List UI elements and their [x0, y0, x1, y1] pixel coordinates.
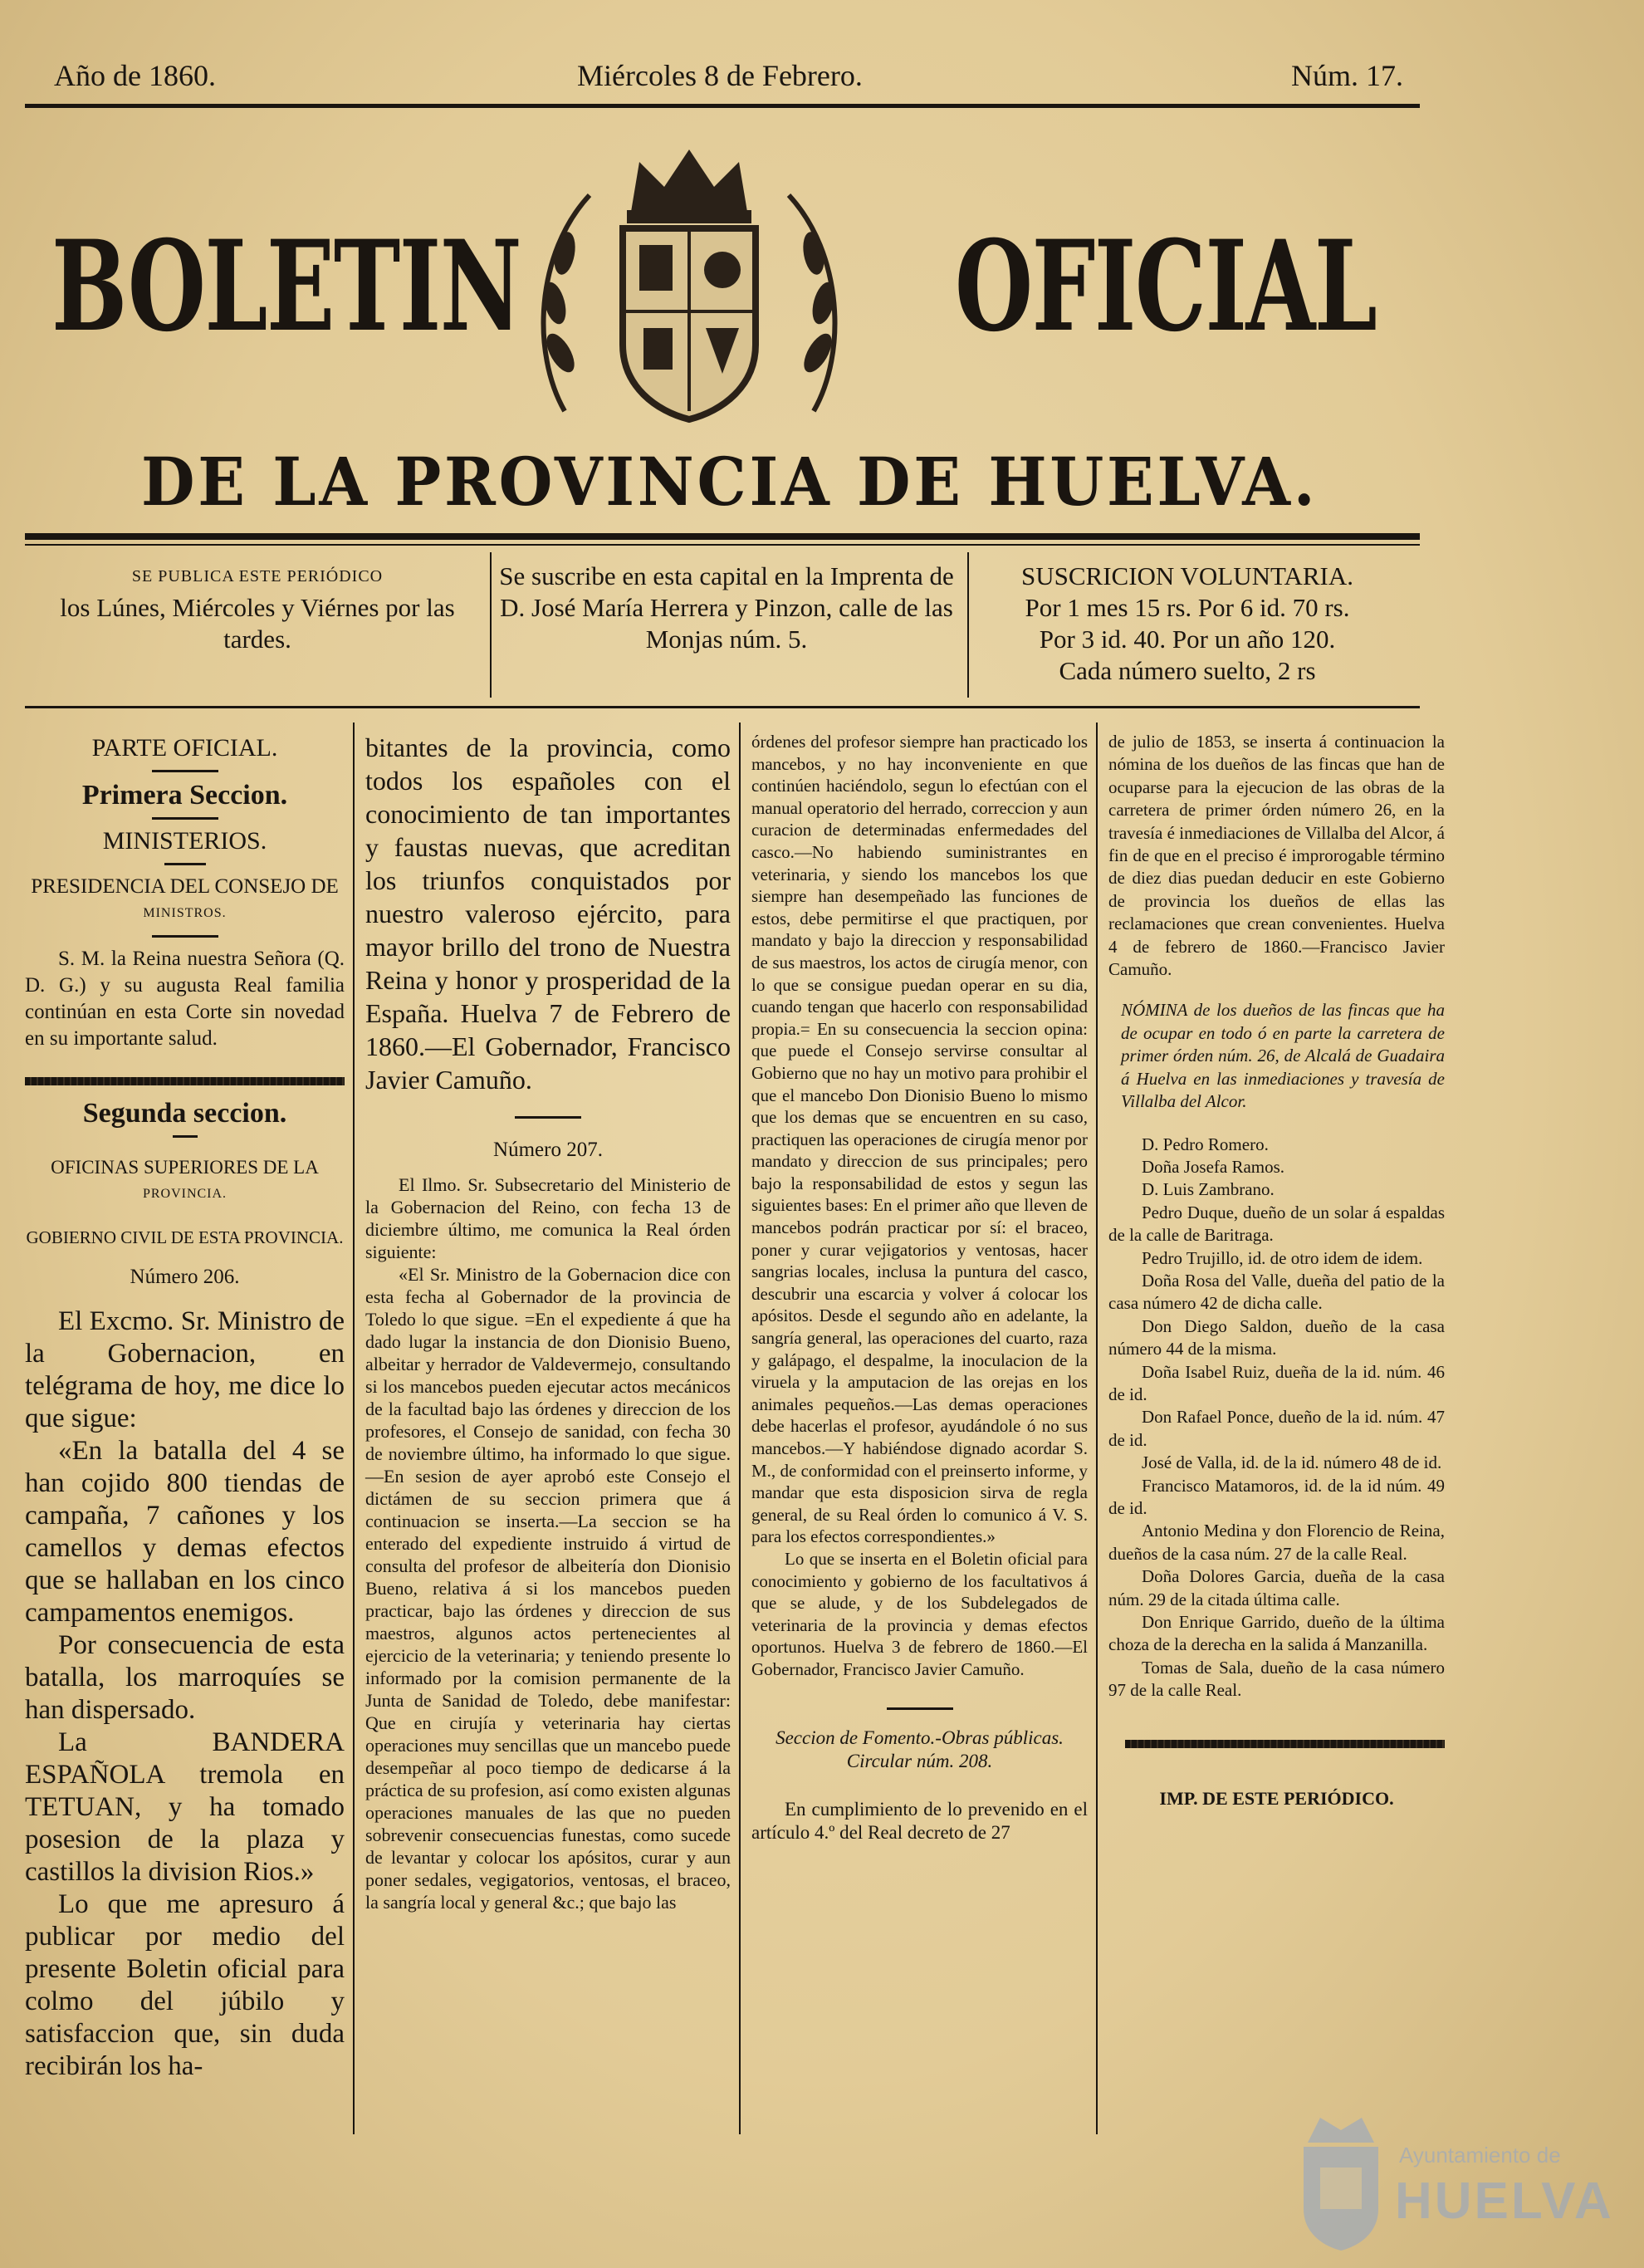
telegram-battle: «En la batalla del 4 se han cojido 800 tiendas de campaña, 7 cañones y los camellos y demas efectos que se hallaban en los cinco campamentos enemigos.	[25, 1436, 345, 1628]
city-shield-icon	[1295, 2109, 1387, 2251]
subscription-title: SUSCRICION VOLUNTARIA.	[1021, 561, 1353, 590]
publication-title: SE PUBLICA ESTE PERIÓDICO	[131, 567, 384, 585]
section-divider	[1125, 1740, 1445, 1748]
owner-entry: Pedro Duque, dueño de un solar á espaldas de la calle de Baritraga.	[1108, 1202, 1445, 1246]
ministerios-heading: MINISTERIOS.	[102, 827, 267, 855]
cumplimiento-paragraph: En cumplimiento de lo prevenido en el artículo 4.º del Real decreto de 27	[751, 1798, 1088, 1843]
owner-entry: Don Diego Saldon, dueño de la casa número 44 de la misma.	[1108, 1315, 1445, 1359]
presidencia-heading: PRESIDENCIA DEL CONSEJO DE	[31, 875, 339, 898]
title-oficial: OFICIAL	[955, 213, 1377, 360]
parte-oficial: PARTE OFICIAL.	[91, 734, 278, 762]
segunda-seccion: Segunda seccion.	[82, 1098, 287, 1129]
publication-days: los Lúnes, Miércoles y Viérnes por las tardes.	[60, 593, 455, 654]
header-thin-rule	[25, 544, 1420, 546]
title-boletin: BOLETIN	[51, 213, 521, 360]
numero-207: Número 207.	[493, 1139, 603, 1161]
owner-entry: Doña Josefa Ramos.	[1142, 1156, 1285, 1177]
ayuntamiento-watermark	[1295, 2109, 1614, 2259]
issue-number: Núm. 17.	[1291, 59, 1403, 92]
primera-seccion: Primera Seccion.	[81, 780, 288, 811]
issue-year: Año de 1860.	[54, 59, 216, 92]
ministros-heading: MINISTROS.	[143, 906, 227, 920]
owner-entry: Don Rafael Ponce, dueño de la id. núm. 47 de id.	[1108, 1407, 1445, 1450]
ornament-rule	[164, 863, 206, 865]
publication-info	[50, 561, 465, 702]
column-2	[365, 731, 731, 1913]
telegram-closing: Lo que me apresuro á publicar por medio del presente Boletin oficial para colmo del júbilo y satisfaccion que, sin duda recibirán los ha-	[25, 1889, 345, 2081]
ornament-rule	[515, 1116, 581, 1119]
info-separator-2	[967, 552, 969, 698]
ornament-rule	[152, 817, 218, 820]
owner-entry: D. Luis Zambrano.	[1142, 1179, 1275, 1200]
numero-206: Número 206.	[130, 1266, 240, 1288]
column-3	[751, 731, 1088, 1844]
continuation-paragraph: bitantes de la provincia, como todos los españoles con el conocimiento de tan importantes y faustas nuevas, que acreditan los triunfos conquistados por nuestro valeroso ejército, para mayor brillo del trono de Nuestra Reina y honor y prosperidad de la España. Huelva 7 de Febrero de 1860.—El Gobernador, Francisco Javier Camuño.	[365, 732, 731, 1095]
column-1	[25, 731, 345, 2083]
boletin-paragraph: Lo que se inserta en el Boletin oficial para conocimiento y gobierno de los facultativos á que se alude, y de los Subdelegados de veterinaria de la provincia y demas efectos oportunos. Huelva 3 de febrero de 1860.—El Gobernador, Francisco Javier Camuño.	[751, 1548, 1088, 1679]
price-line-2: Por 3 id. 40. Por un año 120.	[1039, 625, 1336, 654]
section-divider	[25, 1077, 345, 1085]
fomento-heading: Seccion de Fomento.-Obras públicas. Circular núm. 208.	[776, 1727, 1064, 1771]
owner-entry: Doña Isabel Ruiz, dueña de la id. núm. 46 de id.	[1108, 1361, 1445, 1404]
owners-list	[1108, 1134, 1445, 1702]
ornament-rule	[887, 1707, 953, 1710]
subscription-prices	[971, 561, 1403, 702]
imprenta-credit: IMP. DE ESTE PERIÓDICO.	[1159, 1787, 1394, 1809]
watermark-line1: Ayuntamiento de	[1399, 2143, 1561, 2168]
owner-entry: D. Pedro Romero.	[1142, 1134, 1269, 1154]
column-4	[1108, 731, 1445, 1812]
issue-date: Miércoles 8 de Febrero.	[577, 59, 863, 92]
info-separator-1	[490, 552, 492, 698]
top-rule	[25, 104, 1420, 108]
watermark-line2: HUELVA	[1395, 2172, 1614, 2230]
real-orden-paragraph: «El Sr. Ministro de la Gobernacion dice con esta fecha al Gobernador de la provincia de Toledo lo que sigue. =En el expediente á que ha dado lugar la instancia de don Dionisio Bueno, albeitar y herrador de Valdevermejo, consultando si los mancebos pueden ejecutar actos mecánicos de la facultad bajo las órdenes y direccion de los profesores, el Consejo de sanidad, con fecha 30 de noviembre último, ha informado lo que sigue.—En sesion de ayer aprobó este Consejo el dictámen de su seccion primera que á continuacion se inserta.—La seccion se ha enterado del expediente instruido á virtud de consulta del profesor de albeitería don Dionisio Bueno, relativa á si los mancebos pueden practicar, bajo las órdenes y direccion de sus maestros, algunos actos pertenecientes al ejercicio de la veterinaria; y teniendo presente lo informado por la comision permanente de la Junta de Sanidad de Toledo, debe manifestar: Que en cirujía y veterinaria hay ciertas operaciones muy sencillas que un mancebo puede desempeñar al poco tiempo de dedicarse á la práctica de su profesion, así como existen algunas operaciones manuales de las que no pueden sobrevenir consecuencias funestas, como sucede de levantar y colocar los apósitos, curar y aun poner sedales, vegigatorios, ventosas, el braceo, la sangría local y general &c.; que bajo las	[365, 1264, 731, 1913]
owner-entry: Don Enrique Garrido, dueño de la última choza de la derecha en la salida á Manzanilla.	[1108, 1612, 1445, 1655]
column-rule-2	[739, 723, 741, 2134]
subsecretario-paragraph: El Ilmo. Sr. Subsecretario del Ministerio de la Gobernacion del Reino, con fecha 13 de diciembre último, me comunica la Real órden siguiente:	[365, 1174, 731, 1262]
oficinas-heading: OFICINAS SUPERIORES DE LA	[51, 1157, 319, 1178]
owner-entry: Doña Dolores Garcia, dueña de la casa núm. 29 de la citada última calle.	[1108, 1566, 1445, 1609]
provincia-heading: PROVINCIA.	[142, 1187, 228, 1201]
gobierno-heading: GOBIERNO CIVIL DE ESTA PROVINCIA.	[26, 1227, 344, 1247]
ornament-rule	[152, 935, 218, 938]
telegram-bandera: La BANDERA ESPAÑOLA tremola en TETUAN, y ha tomado posesion de la plaza y castillos la division Rios.»	[25, 1727, 345, 1887]
price-line-1: Por 1 mes 15 rs. Por 6 id. 70 rs.	[1025, 593, 1350, 622]
subscription-address	[494, 561, 959, 702]
reina-paragraph: S. M. la Reina nuestra Señora (Q. D. G.) y su augusta Real familia continúan en esta Corte sin novedad en su importante salud.	[25, 948, 345, 1050]
header-double-rule	[25, 533, 1420, 540]
veterinaria-paragraph: órdenes del profesor siempre han practicado los mancebos, y no hay inconveniente en que continúen haciéndolo, segun lo efectúan con el manual operatorio del herrado, correccion y aun curacion de determinadas enfermedades del casco.—No habiendo suministrantes en veterinaria, y siendo los mancebos los que siempre han desempeñado las funciones de estos, debe permitirse el que practiquen, por mandato y bajo la direccion y responsabilidad de sus maestros, los actos de cirugía menor, con lo que se consigue puedan operar en su dia, cuando tengan que hacerlo con responsabilidad propia.= En su consecuencia la seccion opina: que puede el Consejo servirse consultar al Gobierno que no hay un motivo para prohibir el que el mancebo Don Dionisio Bueno lo mismo que los demas que se encuentren en su caso, practiquen las operaciones de cirugía menor por mandato y direccion de sus principales; pero bajo la responsabilidad de estos y segun las siguientes bases: En el primer año que lleven de mancebos podrán practicar por sí: el braceo, poner y curar vejigatorios y ventosas, hacer sangrias locales, inclusa la puntura del casco, descubrir una escarcia y volver á colocar los apósitos. Desde el segundo año en adelante, la sangría general, las operaciones del cuarto, raza y galápago, el despalme, la inoculacion de la viruela y la amputacion de las orejas en los animales pequeños.—Las demas operaciones debe hacerlas el profesor, ayudándole ó no sus mancebos.—Y habiéndose dignado acordar S. M., de conformidad con el preinserto informe, y mandar que esta disposicion sirva de regla general, de su Real órden lo comunico á V. S. para los efectos correspondientes.»	[751, 732, 1088, 1547]
price-line-3: Cada número suelto, 2 rs	[1059, 656, 1316, 685]
ornament-rule	[173, 1135, 198, 1138]
owner-entry: Antonio Medina y don Florencio de Reina, dueños de la casa núm. 27 de la calle Real.	[1108, 1521, 1445, 1564]
owner-entry: Pedro Trujillo, id. de otro idem de idem.	[1142, 1247, 1423, 1268]
julio-paragraph: de julio de 1853, se inserta á continuacion la nómina de los dueños de las fincas que han de ocuparse para la ejecucion de las obras de la carretera de primer órden número 26, en la travesía é inmediaciones de Villalba del Alcor, á fin de que en el preciso é improrogable término de diez dias puedan deducir en este Gobierno de provincia los dueños de ellas las reclamaciones que crean convenientes. Huelva 4 de febrero de 1860.—Francisco Javier Camuño.	[1108, 732, 1445, 980]
column-rule-3	[1096, 723, 1098, 2134]
subscription-address-text: Se suscribe en esta capital en la Imprenta de D. José María Herrera y Pinzon, calle de las Monjas núm. 5.	[499, 561, 954, 654]
ornament-rule	[152, 770, 218, 772]
owner-entry: Doña Rosa del Valle, dueña del patio de la casa número 42 de dicha calle.	[1108, 1270, 1445, 1314]
owner-entry: Tomas de Sala, dueño de la casa número 97 de la calle Real.	[1108, 1657, 1445, 1701]
info-bottom-rule	[25, 706, 1420, 708]
owner-entry: José de Valla, id. de la id. número 48 de id.	[1142, 1452, 1442, 1473]
subtitle-provincia: DE LA PROVINCIA DE HUELVA.	[141, 443, 1319, 521]
coat-of-arms-icon	[531, 145, 847, 428]
telegram-dispersed: Por consecuencia de esta batalla, los marroquíes se han dispersado.	[25, 1630, 345, 1725]
nomina-heading: NÓMINA de los dueños de las fincas que ha de ocupar en todo ó en parte la carretera de primer órden núm. 26, de Alcalá de Guadaira á Huelva en las inmediaciones y travesía de Villalba del Alcor.	[1121, 1000, 1445, 1112]
owner-entry: Francisco Matamoros, id. de la id núm. 49 de id.	[1108, 1475, 1445, 1518]
telegram-intro: El Excmo. Sr. Ministro de la Gobernacion, en telégrama de hoy, me dice lo que sigue:	[25, 1306, 345, 1433]
column-rule-1	[353, 723, 355, 2134]
